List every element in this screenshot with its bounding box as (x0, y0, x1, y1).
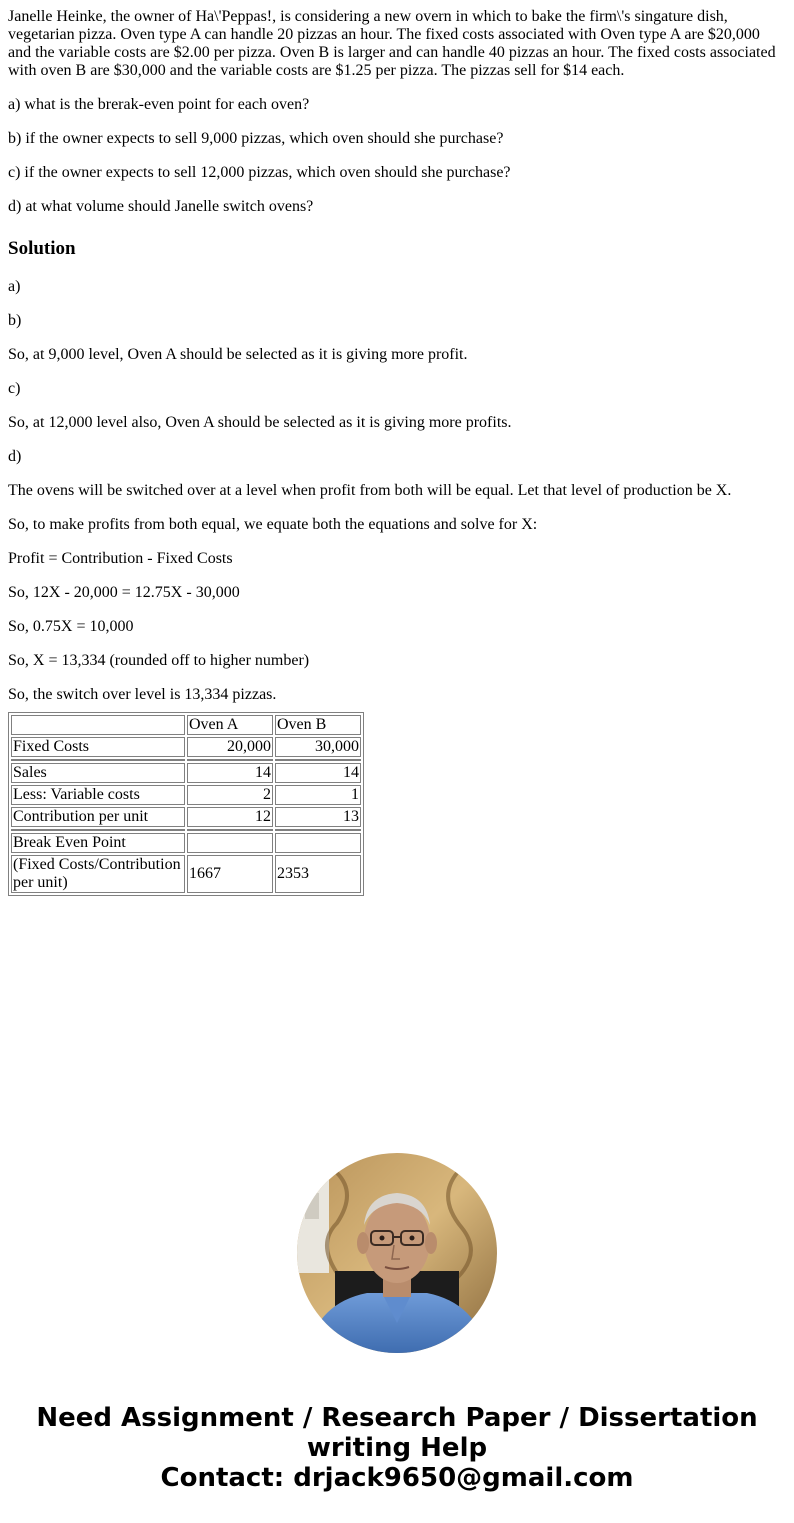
solution-line: The ovens will be switched over at a level when profit from both will be equal. Let that level of production be X. (8, 482, 732, 499)
question-part-c: c) if the owner expects to sell 12,000 pizzas, which oven should she purchase? (8, 164, 511, 181)
table-row (11, 785, 361, 805)
table-cell: Less: Variable costs (11, 785, 185, 805)
question-intro: Janelle Heinke, the owner of Ha\'Peppas!, is considering a new overn in which to bake the firm\'s singature dish, vegetarian pizza. Oven type A can handle 20 pizzas an hour. The fixed costs associated with Oven type A are $20,000 and the variable costs are $2.00 per pizza. Oven B is larger and can handle 40 pizzas an hour. The fixed costs associated with oven B are $30,000 and the variable costs are $1.25 per pizza. The pizzas sell for $14 each. (8, 8, 776, 79)
break-even-table (8, 712, 364, 896)
table-cell: 1 (275, 785, 361, 805)
promo-contact-text: Contact: drjack9650@gmail.com (160, 1463, 634, 1493)
solution-heading: Solution (8, 238, 76, 259)
table-cell: 2353 (275, 855, 361, 893)
table-cell (11, 759, 185, 761)
solution-line: b) (8, 312, 22, 329)
table-row (11, 855, 361, 893)
table-cell (11, 715, 185, 735)
table-cell: (Fixed Costs/Contribution per unit) (11, 855, 185, 893)
solution-line: So, 0.75X = 10,000 (8, 618, 134, 635)
table-cell (187, 759, 273, 761)
question-part-a: a) what is the brerak-even point for each oven? (8, 96, 310, 113)
solution-line: So, at 12,000 level also, Oven A should be selected as it is giving more profits. (8, 414, 512, 431)
table-row (11, 715, 361, 735)
solution-line: So, to make profits from both equal, we equate both the equations and solve for X: (8, 516, 538, 533)
table-cell (275, 829, 361, 831)
question-part-d: d) at what volume should Janelle switch ovens? (8, 198, 314, 215)
promo-help-text: Need Assignment / Research Paper / Dissertation writing Help (36, 1403, 758, 1463)
table-cell (275, 833, 361, 853)
table-cell: 30,000 (275, 737, 361, 757)
table-row (11, 833, 361, 853)
table-cell (275, 759, 361, 761)
promo-banner (0, 1403, 794, 1493)
table-row (11, 763, 361, 783)
table-cell: Fixed Costs (11, 737, 185, 757)
table-header-oven-b: Oven B (275, 715, 361, 735)
table-cell (187, 829, 273, 831)
table-row (11, 759, 361, 761)
table-cell: 13 (275, 807, 361, 827)
table-row (11, 829, 361, 831)
table-cell: 2 (187, 785, 273, 805)
table-cell: Break Even Point (11, 833, 185, 853)
tutor-portrait-image (297, 1153, 497, 1353)
question-part-b: b) if the owner expects to sell 9,000 pizzas, which oven should she purchase? (8, 130, 504, 147)
table-cell (11, 829, 185, 831)
table-cell: Contribution per unit (11, 807, 185, 827)
solution-line: So, the switch over level is 13,334 pizzas. (8, 686, 277, 703)
solution-line: So, 12X - 20,000 = 12.75X - 30,000 (8, 584, 240, 601)
table-row (11, 807, 361, 827)
table-cell: 14 (275, 763, 361, 783)
table-cell: 1667 (187, 855, 273, 893)
solution-line: So, at 9,000 level, Oven A should be selected as it is giving more profit. (8, 346, 468, 363)
solution-line: d) (8, 448, 22, 465)
table-row (11, 737, 361, 757)
avatar (297, 1153, 497, 1353)
table-cell: 20,000 (187, 737, 273, 757)
table-header-oven-a: Oven A (187, 715, 273, 735)
table-cell: 14 (187, 763, 273, 783)
solution-line: a) (8, 278, 21, 295)
table-cell (187, 833, 273, 853)
solution-line: c) (8, 380, 21, 397)
solution-line: So, X = 13,334 (rounded off to higher number) (8, 652, 310, 669)
table-cell: 12 (187, 807, 273, 827)
table-cell: Sales (11, 763, 185, 783)
solution-line: Profit = Contribution - Fixed Costs (8, 550, 233, 567)
